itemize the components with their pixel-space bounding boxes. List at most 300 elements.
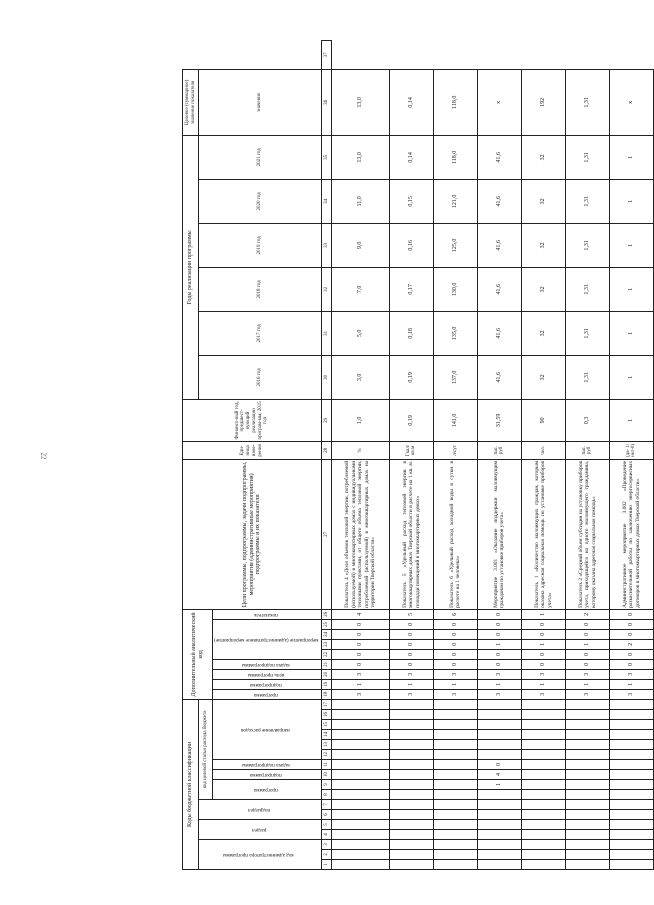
row-unit: %	[331, 441, 389, 459]
row-year-value: 7,0	[331, 267, 389, 311]
row-base-value: 141,0	[433, 399, 477, 441]
header-expense-article: код целевой статьи расхода бюджета	[199, 699, 213, 799]
row-name: Мероприятие 3.001 «Оказание поддержки малоимущим гражданам по установке приборов учета»	[477, 459, 521, 609]
code-cell	[565, 720, 609, 730]
code-cell	[331, 840, 389, 850]
column-index: 6	[321, 810, 331, 820]
code-cell	[331, 770, 389, 780]
rotated-table-container	[182, 40, 641, 870]
code-cell: 0	[477, 649, 521, 659]
column-index: 8	[321, 790, 331, 800]
code-cell	[521, 780, 565, 790]
code-cell	[609, 830, 653, 840]
code-cell	[477, 840, 521, 850]
header-task-text: задача подпрограммы	[241, 762, 290, 769]
code-cell	[609, 860, 653, 870]
code-cell: 4	[331, 609, 389, 619]
code-cell	[331, 710, 389, 720]
code-cell: 3	[433, 669, 477, 679]
code-cell	[331, 790, 389, 800]
row-year-value: 1	[609, 179, 653, 223]
code-cell	[433, 840, 477, 850]
column-index: 1	[321, 860, 331, 870]
code-cell	[389, 760, 433, 770]
row-target-value: 1,31	[565, 69, 609, 135]
code-cell	[477, 810, 521, 820]
code-cell: 0	[477, 629, 521, 639]
row-base-value: 0,3	[565, 399, 609, 441]
row-year-value: 0,16	[389, 223, 433, 267]
code-cell	[565, 710, 609, 720]
code-cell	[565, 860, 609, 870]
column-index: 23	[321, 639, 331, 649]
row-target-value: 0,14	[389, 69, 433, 135]
column-index: 2	[321, 850, 331, 860]
row-year-value: 135,0	[433, 311, 477, 355]
row-year-value: 11,0	[331, 179, 389, 223]
code-cell	[477, 710, 521, 720]
code-cell	[433, 810, 477, 820]
row-year-value: 118,0	[433, 135, 477, 179]
row-year-value: 32	[521, 311, 565, 355]
code-cell	[521, 810, 565, 820]
table-row	[565, 41, 609, 870]
code-cell: 3	[389, 689, 433, 699]
code-cell: 0	[433, 649, 477, 659]
code-cell	[565, 820, 609, 830]
row-name: Административное мероприятие 3.002 «Проведение разъяснительной работы по заключению энергосервисных договоров в многоквартирных домах Тверской области»	[609, 459, 653, 609]
header-year-2: 2018 год	[199, 267, 322, 311]
code-cell: 0	[389, 649, 433, 659]
code-cell	[331, 750, 389, 760]
row-year-value: 1,31	[565, 179, 609, 223]
code-cell	[609, 820, 653, 830]
row-year-value: 130,0	[433, 267, 477, 311]
code-cell	[609, 850, 653, 860]
header-name: Цели программы, подпрограммы, задачи подпрограммы, мероприятия (административные мероприятия) подпрограммы и их показатели	[183, 459, 322, 609]
code-cell: 0	[389, 639, 433, 649]
code-cell	[389, 710, 433, 720]
column-index: 34	[321, 179, 331, 223]
code-cell	[609, 720, 653, 730]
code-cell	[389, 800, 433, 810]
row-base-value: 0,19	[389, 399, 433, 441]
row-year-value: 0,17	[389, 267, 433, 311]
code-cell: 0	[565, 619, 609, 629]
code-cell	[433, 820, 477, 830]
code-cell	[477, 850, 521, 860]
header-task-d	[213, 659, 322, 669]
code-cell	[477, 860, 521, 870]
row-year-value: 137,0	[433, 355, 477, 399]
column-index: 21	[321, 659, 331, 669]
code-cell: 0	[433, 659, 477, 669]
code-cell: 0	[331, 659, 389, 669]
row-unit: тыс. руб	[477, 441, 521, 459]
row-name: Показатель 5 «Удельный расход тепловой энергии в многоквартирных домах Тверской области в расчете на 1 кв. м. площади помещений в многоквартирных домах»	[389, 459, 433, 609]
code-cell: 1	[389, 679, 433, 689]
code-cell	[477, 699, 521, 709]
column-index: 27	[321, 459, 331, 609]
code-cell	[433, 770, 477, 780]
header-year-3: 2019 год	[199, 223, 322, 267]
code-cell: 4	[477, 770, 521, 780]
code-cell	[331, 720, 389, 730]
code-cell: 5	[389, 609, 433, 619]
code-cell: 0	[609, 619, 653, 629]
code-cell	[565, 699, 609, 709]
row-year-value: 3,0	[331, 355, 389, 399]
code-cell	[521, 760, 565, 770]
code-cell: 6	[433, 609, 477, 619]
code-cell: 0	[609, 609, 653, 619]
code-cell	[521, 750, 565, 760]
header-subprogram-d	[213, 679, 322, 689]
row-year-value: 41,6	[477, 267, 521, 311]
header-target-value: значение	[199, 69, 322, 135]
row-year-value: 125,0	[433, 223, 477, 267]
code-cell	[609, 810, 653, 820]
row-name: Показатель 2 «Средний объем субсидии на установку приборов учета, приходящейся на одного малоимущего гражданина, которому оказана адресная социальная помощь»	[565, 459, 609, 609]
code-cell	[565, 750, 609, 760]
code-cell: 3	[565, 689, 609, 699]
header-direction-text: направление расходов	[241, 727, 291, 734]
header-financing: Финансо-вый год, предшест-вующий реализации програм-мы, 2015 год	[183, 399, 322, 441]
row-year-value: 32	[521, 267, 565, 311]
row-year-value: 0,19	[389, 355, 433, 399]
header-target: Целевое (суммарное) значение показателя	[183, 69, 199, 135]
code-cell	[609, 740, 653, 750]
header-program-text: программа	[253, 787, 278, 794]
row-base-value: 1,0	[331, 399, 389, 441]
row-year-value: 13,0	[331, 135, 389, 179]
column-index: 15	[321, 720, 331, 730]
code-cell: 0	[477, 619, 521, 629]
header-direction	[213, 699, 322, 759]
code-cell	[565, 740, 609, 750]
column-index: 4	[321, 830, 331, 840]
code-cell	[389, 840, 433, 850]
header-subprogram-d-text: подпрограмма	[249, 682, 282, 689]
code-cell	[331, 860, 389, 870]
code-cell: 1	[609, 679, 653, 689]
row-year-value: 1	[609, 355, 653, 399]
code-cell	[609, 750, 653, 760]
column-index: 17	[321, 699, 331, 709]
column-index: 32	[321, 267, 331, 311]
code-cell: 0	[565, 629, 609, 639]
code-cell: 0	[331, 629, 389, 639]
column-index: 30	[321, 355, 331, 399]
code-cell: 3	[433, 689, 477, 699]
header-subsection-text: подраздел	[247, 807, 270, 814]
code-cell	[609, 800, 653, 810]
header-unit: Еди-ница изме-рения	[183, 441, 322, 459]
code-cell	[565, 730, 609, 740]
row-name: Показатель 6 «Удельный расход холодной воды в сутки в расчете на 1 человека»	[433, 459, 477, 609]
code-cell	[331, 830, 389, 840]
row-year-value: 1	[609, 267, 653, 311]
row-year-value: 32	[521, 355, 565, 399]
code-cell: 1	[565, 679, 609, 689]
code-cell: 1	[521, 639, 565, 649]
row-target-value: 13,0	[331, 69, 389, 135]
code-cell	[389, 750, 433, 760]
code-cell	[477, 830, 521, 840]
code-cell	[389, 850, 433, 860]
code-cell	[331, 760, 389, 770]
code-cell	[389, 830, 433, 840]
code-cell	[565, 800, 609, 810]
row-year-value: 1,31	[565, 267, 609, 311]
code-cell	[521, 860, 565, 870]
code-cell	[521, 740, 565, 750]
header-task	[213, 760, 322, 770]
code-cell: 0	[477, 760, 521, 770]
row-year-value: 32	[521, 135, 565, 179]
header-subprogram	[213, 770, 322, 780]
code-cell	[565, 780, 609, 790]
code-cell: 0	[389, 659, 433, 669]
code-cell	[521, 790, 565, 800]
code-cell	[433, 830, 477, 840]
code-cell: 1	[521, 609, 565, 619]
code-cell: 0	[565, 649, 609, 659]
code-cell	[521, 840, 565, 850]
row-year-value: 41,6	[477, 223, 521, 267]
code-cell: 0	[477, 609, 521, 619]
column-index: 14	[321, 730, 331, 740]
code-cell	[609, 760, 653, 770]
program-indicators-table	[182, 40, 654, 870]
row-year-value: 41,6	[477, 179, 521, 223]
code-cell	[565, 840, 609, 850]
code-cell	[521, 720, 565, 730]
code-cell	[389, 699, 433, 709]
row-year-value: 121,0	[433, 179, 477, 223]
code-cell	[433, 780, 477, 790]
header-additional-code: Дополнительный аналитический код	[183, 609, 213, 699]
column-index: 36	[321, 69, 331, 135]
code-cell	[331, 800, 389, 810]
code-cell: 1	[477, 780, 521, 790]
table-row	[389, 41, 433, 870]
code-cell	[565, 810, 609, 820]
header-section-text: раздел	[251, 827, 266, 834]
code-cell: 3	[521, 669, 565, 679]
table-row	[477, 41, 521, 870]
column-index: 13	[321, 740, 331, 750]
column-index: 3	[321, 840, 331, 850]
column-index: 29	[321, 399, 331, 441]
row-year-value: 1	[609, 223, 653, 267]
code-cell	[521, 770, 565, 780]
row-year-value: 32	[521, 179, 565, 223]
code-cell: 0	[331, 619, 389, 629]
table-row	[433, 41, 477, 870]
column-index: 10	[321, 770, 331, 780]
row-base-value: 1	[609, 399, 653, 441]
code-cell	[389, 790, 433, 800]
row-base-value: 31,59	[477, 399, 521, 441]
code-cell	[521, 820, 565, 830]
header-activity	[213, 619, 322, 659]
code-cell	[433, 760, 477, 770]
code-cell	[609, 770, 653, 780]
header-indicator-text: показатель	[253, 612, 278, 619]
column-index: 37	[321, 41, 331, 70]
code-cell	[331, 699, 389, 709]
code-cell: 3	[609, 669, 653, 679]
code-cell	[565, 770, 609, 780]
code-cell: 0	[331, 639, 389, 649]
header-budget-codes: Коды бюджетной классификации	[183, 699, 199, 869]
code-cell: 3	[477, 669, 521, 679]
column-index: 24	[321, 629, 331, 639]
header-activity-text: мероприятие (административное мероприятие)	[213, 637, 319, 644]
code-cell	[433, 720, 477, 730]
code-cell	[565, 830, 609, 840]
header-year-1: 2017 год	[199, 311, 322, 355]
code-cell: 1	[477, 639, 521, 649]
code-cell	[609, 780, 653, 790]
header-program	[213, 780, 322, 800]
code-cell	[477, 730, 521, 740]
header-section	[199, 820, 322, 840]
table-row	[331, 41, 389, 870]
code-cell	[433, 860, 477, 870]
row-year-value: 1,31	[565, 135, 609, 179]
column-index: 35	[321, 135, 331, 179]
code-cell	[389, 810, 433, 820]
header-task-d-text: задача подпрограммы	[241, 662, 290, 669]
row-unit: тыс. руб	[565, 441, 609, 459]
code-cell	[389, 820, 433, 830]
code-cell	[521, 699, 565, 709]
code-cell: 2	[565, 609, 609, 619]
row-unit: (да- 1/ нет-0)	[609, 441, 653, 459]
code-cell	[389, 770, 433, 780]
row-year-value: 41,6	[477, 135, 521, 179]
header-admin-code	[199, 840, 322, 870]
code-cell	[609, 790, 653, 800]
header-year-0: 2016 год	[199, 355, 322, 399]
row-unit: л/сут	[433, 441, 477, 459]
code-cell	[477, 750, 521, 760]
code-cell	[609, 710, 653, 720]
column-index: 28	[321, 441, 331, 459]
code-cell: 3	[521, 689, 565, 699]
code-cell	[521, 830, 565, 840]
row-year-value: 1,31	[565, 311, 609, 355]
code-cell: 0	[433, 629, 477, 639]
code-cell: 1	[565, 639, 609, 649]
code-cell	[477, 800, 521, 810]
code-cell: 1	[521, 679, 565, 689]
code-cell	[331, 730, 389, 740]
code-cell: 0	[521, 629, 565, 639]
code-cell: 3	[477, 689, 521, 699]
code-cell	[609, 699, 653, 709]
code-cell	[331, 810, 389, 820]
code-cell: 0	[331, 649, 389, 659]
code-cell	[521, 800, 565, 810]
header-years: Годы реализации программы	[183, 135, 199, 399]
column-index: 33	[321, 223, 331, 267]
code-cell: 0	[389, 619, 433, 629]
code-cell	[389, 730, 433, 740]
code-cell: 0	[521, 619, 565, 629]
code-cell	[565, 850, 609, 860]
code-cell: 0	[609, 649, 653, 659]
row-year-value: 5,0	[331, 311, 389, 355]
row-target-value: 192	[521, 69, 565, 135]
row-year-value: 1	[609, 135, 653, 179]
column-index: 12	[321, 750, 331, 760]
code-cell: 1	[331, 679, 389, 689]
column-index: 7	[321, 800, 331, 810]
code-cell	[565, 790, 609, 800]
row-year-value: 0,18	[389, 311, 433, 355]
header-indicator	[213, 609, 322, 619]
code-cell	[389, 860, 433, 870]
code-cell	[389, 720, 433, 730]
code-cell	[331, 780, 389, 790]
code-cell	[433, 730, 477, 740]
code-cell	[609, 730, 653, 740]
code-cell: 3	[609, 689, 653, 699]
code-cell	[433, 850, 477, 860]
code-cell: 1	[433, 679, 477, 689]
code-cell: 0	[389, 629, 433, 639]
code-cell: 0	[609, 659, 653, 669]
row-year-value: 1	[609, 311, 653, 355]
code-cell	[389, 740, 433, 750]
column-index: 25	[321, 619, 331, 629]
code-cell: 3	[331, 689, 389, 699]
row-unit: Гкал/кв.м	[389, 441, 433, 459]
header-goal	[213, 669, 322, 679]
code-cell	[331, 850, 389, 860]
table-row	[521, 41, 565, 870]
header-subprogram-text: подпрограмма	[249, 772, 282, 779]
column-index: 22	[321, 649, 331, 659]
header-admin-code-text: код администратора программы	[223, 852, 295, 859]
code-cell	[433, 750, 477, 760]
code-cell	[433, 800, 477, 810]
code-cell	[521, 710, 565, 720]
code-cell	[331, 740, 389, 750]
code-cell: 3	[331, 669, 389, 679]
row-year-value: 1,31	[565, 355, 609, 399]
code-cell	[477, 740, 521, 750]
code-cell	[521, 850, 565, 860]
code-cell	[433, 740, 477, 750]
code-cell: 3	[565, 669, 609, 679]
column-index: 20	[321, 669, 331, 679]
column-index: 31	[321, 311, 331, 355]
row-name: Показатель 4 «Доля объемов тепловой энергии, потребляемой (используемой) в многоквартирных домах с индивидуальными тепловыми пунктами, от общего объема тепловой энергии, потребляемой (используемой) в многоквартирных домах на территории Тверской области»	[331, 459, 389, 609]
code-cell: 0	[433, 619, 477, 629]
code-cell: 0	[565, 659, 609, 669]
code-cell: 3	[389, 669, 433, 679]
code-cell	[565, 760, 609, 770]
row-name: Показатель 1 «Количество малоимущих граждан, которым оказана адресная социальная помощь по установке приборов учета»	[521, 459, 565, 609]
code-cell: 0	[521, 659, 565, 669]
code-cell	[433, 699, 477, 709]
header-goal-text: цель программы	[247, 672, 284, 679]
code-cell: 0	[609, 629, 653, 639]
